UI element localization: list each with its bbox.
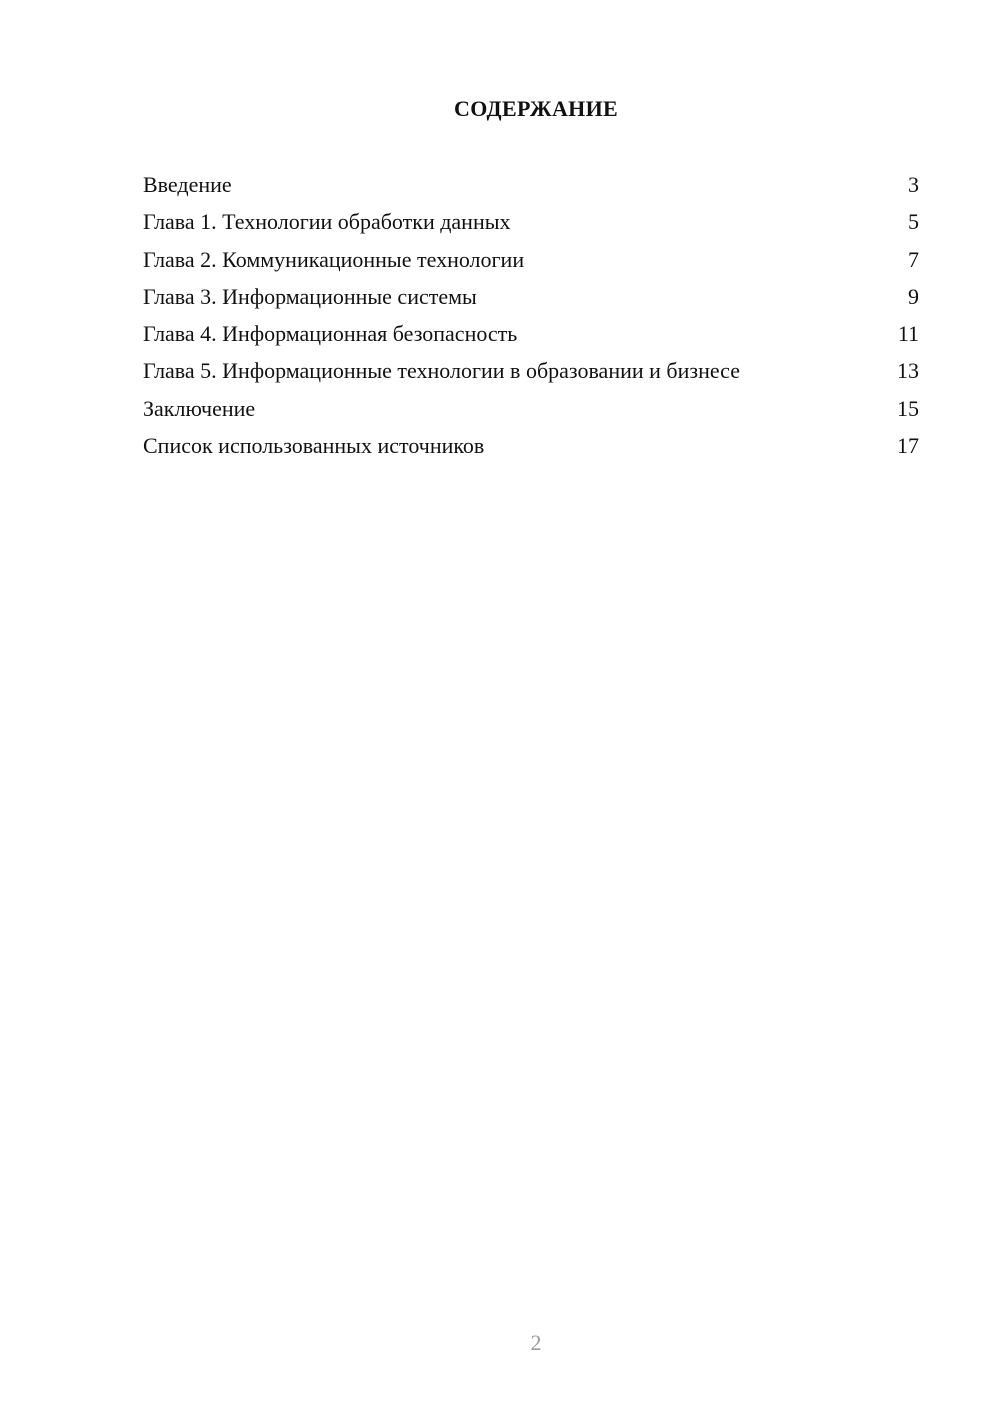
toc-entry-introduction xyxy=(143,168,919,205)
toc-entry-chapter-5 xyxy=(143,354,919,391)
toc-entry-chapter-4 xyxy=(143,317,919,354)
toc-entry-chapter-2 xyxy=(143,243,919,280)
page-number: 2 xyxy=(530,1330,542,1355)
toc-entry-chapter-1 xyxy=(143,205,919,242)
toc-entry-page: 15 xyxy=(897,395,919,421)
toc-entry-page: 5 xyxy=(908,209,919,235)
toc-entry-page: 7 xyxy=(908,246,919,272)
table-of-contents xyxy=(143,168,919,466)
toc-entry-label: Глава 2. Коммуникационные технологии xyxy=(143,246,525,272)
toc-entry-page: 9 xyxy=(908,283,919,309)
toc-entry-page: 11 xyxy=(897,321,919,347)
toc-entry-label: Заключение xyxy=(143,395,256,421)
toc-entry-page: 13 xyxy=(897,358,919,384)
toc-entry-label: Список использованных источников xyxy=(143,433,485,459)
toc-entry-references xyxy=(143,429,919,466)
toc-entry-chapter-3 xyxy=(143,280,919,317)
toc-heading: СОДЕРЖАНИЕ xyxy=(454,96,618,121)
toc-entry-label: Глава 3. Информационные системы xyxy=(143,283,477,309)
toc-entry-label: Введение xyxy=(143,172,232,197)
toc-entry-conclusion xyxy=(143,392,919,429)
toc-entry-page: 3 xyxy=(908,172,919,197)
toc-entry-label: Глава 5. Информационные технологии в образовании и бизнесе xyxy=(143,358,740,384)
toc-entry-label: Глава 4. Информационная безопасность xyxy=(143,321,518,347)
toc-entry-page: 17 xyxy=(897,433,919,459)
toc-entry-label: Глава 1. Технологии обработки данных xyxy=(143,209,511,235)
